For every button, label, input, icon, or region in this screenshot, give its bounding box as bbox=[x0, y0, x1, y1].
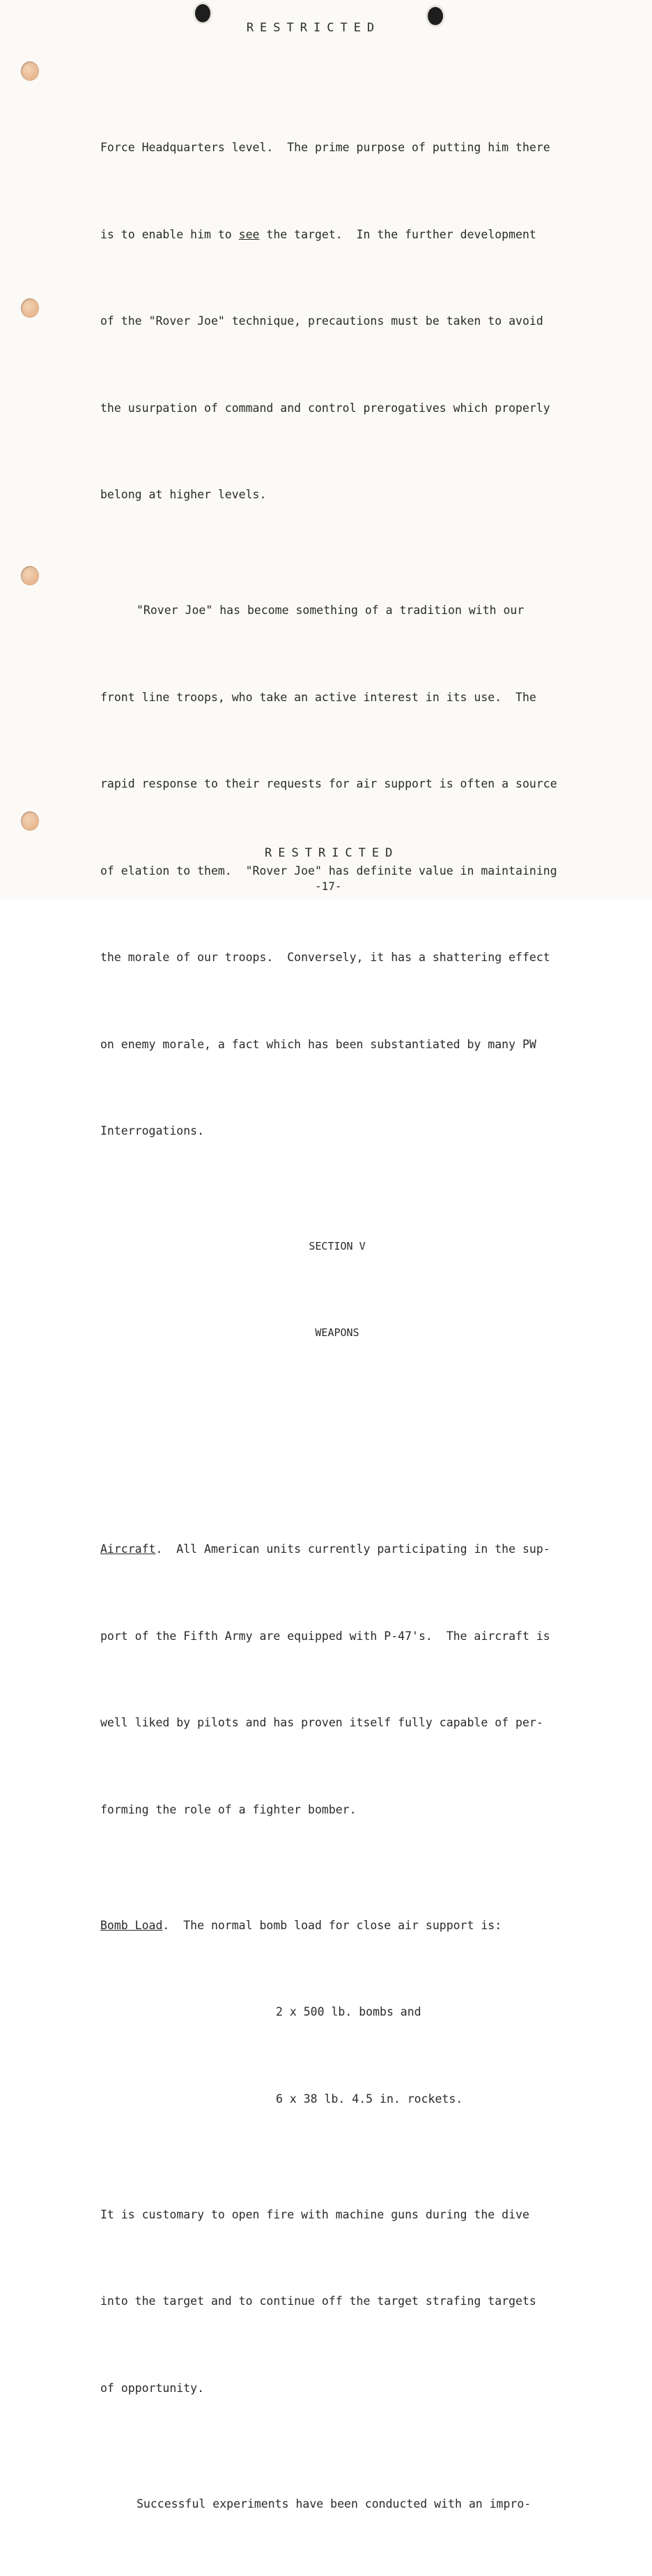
para3-line4: forming the role of a fighter bomber. bbox=[100, 1802, 357, 1816]
punch-hole-top-left bbox=[195, 4, 210, 22]
para2-line3: rapid response to their requests for air support is often a source bbox=[100, 777, 557, 790]
bomb-load-heading: Bomb Load bbox=[100, 1918, 163, 1932]
para2-line2: front line troops, who take an active interest in its use. The bbox=[100, 690, 536, 704]
para2-line7: Interrogations. bbox=[100, 1124, 205, 1137]
para1-line1: Force Headquarters level. The prime purpose of putting him there bbox=[100, 141, 550, 154]
binder-hole-1 bbox=[21, 61, 39, 81]
para4-line2: into the target and to continue off the target strafing targets bbox=[100, 2294, 536, 2308]
bomb-load-line1: 2 x 500 lb. bombs and bbox=[276, 2005, 421, 2018]
para3-line1: Aircraft. All American units currently participating in the sup- bbox=[100, 1542, 550, 1556]
para2-line6: on enemy morale, a fact which has been substantiated by many PW bbox=[100, 1037, 536, 1051]
section-title: WEAPONS bbox=[315, 1326, 359, 1339]
para2-line5: the morale of our troops. Conversely, it has a shattering effect bbox=[100, 951, 550, 964]
header-restricted-marking: RESTRICTED bbox=[246, 21, 381, 35]
spacer bbox=[100, 1434, 574, 1448]
binder-hole-2 bbox=[21, 298, 39, 318]
bomb-load-line2: 6 x 38 lb. 4.5 in. rockets. bbox=[276, 2092, 463, 2106]
page-number: -17- bbox=[315, 880, 342, 893]
section-number: SECTION V bbox=[309, 1240, 366, 1252]
body-text bbox=[100, 75, 574, 2576]
emphasis-see: see bbox=[238, 227, 260, 241]
para1-line2: is to enable him to see the target. In the further development bbox=[100, 227, 536, 241]
footer-restricted-marking: RESTRICTED bbox=[265, 846, 399, 860]
bomb-intro-line: Bomb Load. The normal bomb load for close air support is: bbox=[100, 1918, 502, 1932]
para5-line1: Successful experiments have been conducted with an impro- bbox=[137, 2497, 531, 2510]
para1-line4: the usurpation of command and control prerogatives which properly bbox=[100, 401, 550, 415]
para4-line3: of opportunity. bbox=[100, 2381, 205, 2395]
para2-line1: "Rover Joe" has become something of a tradition with our bbox=[137, 604, 525, 617]
aircraft-heading: Aircraft bbox=[100, 1542, 156, 1556]
binder-hole-4 bbox=[21, 811, 39, 831]
binder-hole-3 bbox=[21, 566, 39, 585]
para4-line1: It is customary to open fire with machine guns during the dive bbox=[100, 2207, 529, 2221]
para2-line4: of elation to them. "Rover Joe" has definite value in maintaining bbox=[100, 864, 557, 877]
para1-line3: of the "Rover Joe" technique, precautions must be taken to avoid bbox=[100, 314, 543, 328]
para3-line3: well liked by pilots and has proven itself fully capable of per- bbox=[100, 1716, 543, 1729]
para1-line5: belong at higher levels. bbox=[100, 488, 267, 501]
para3-line2: port of the Fifth Army are equipped with P-47's. The aircraft is bbox=[100, 1629, 550, 1643]
